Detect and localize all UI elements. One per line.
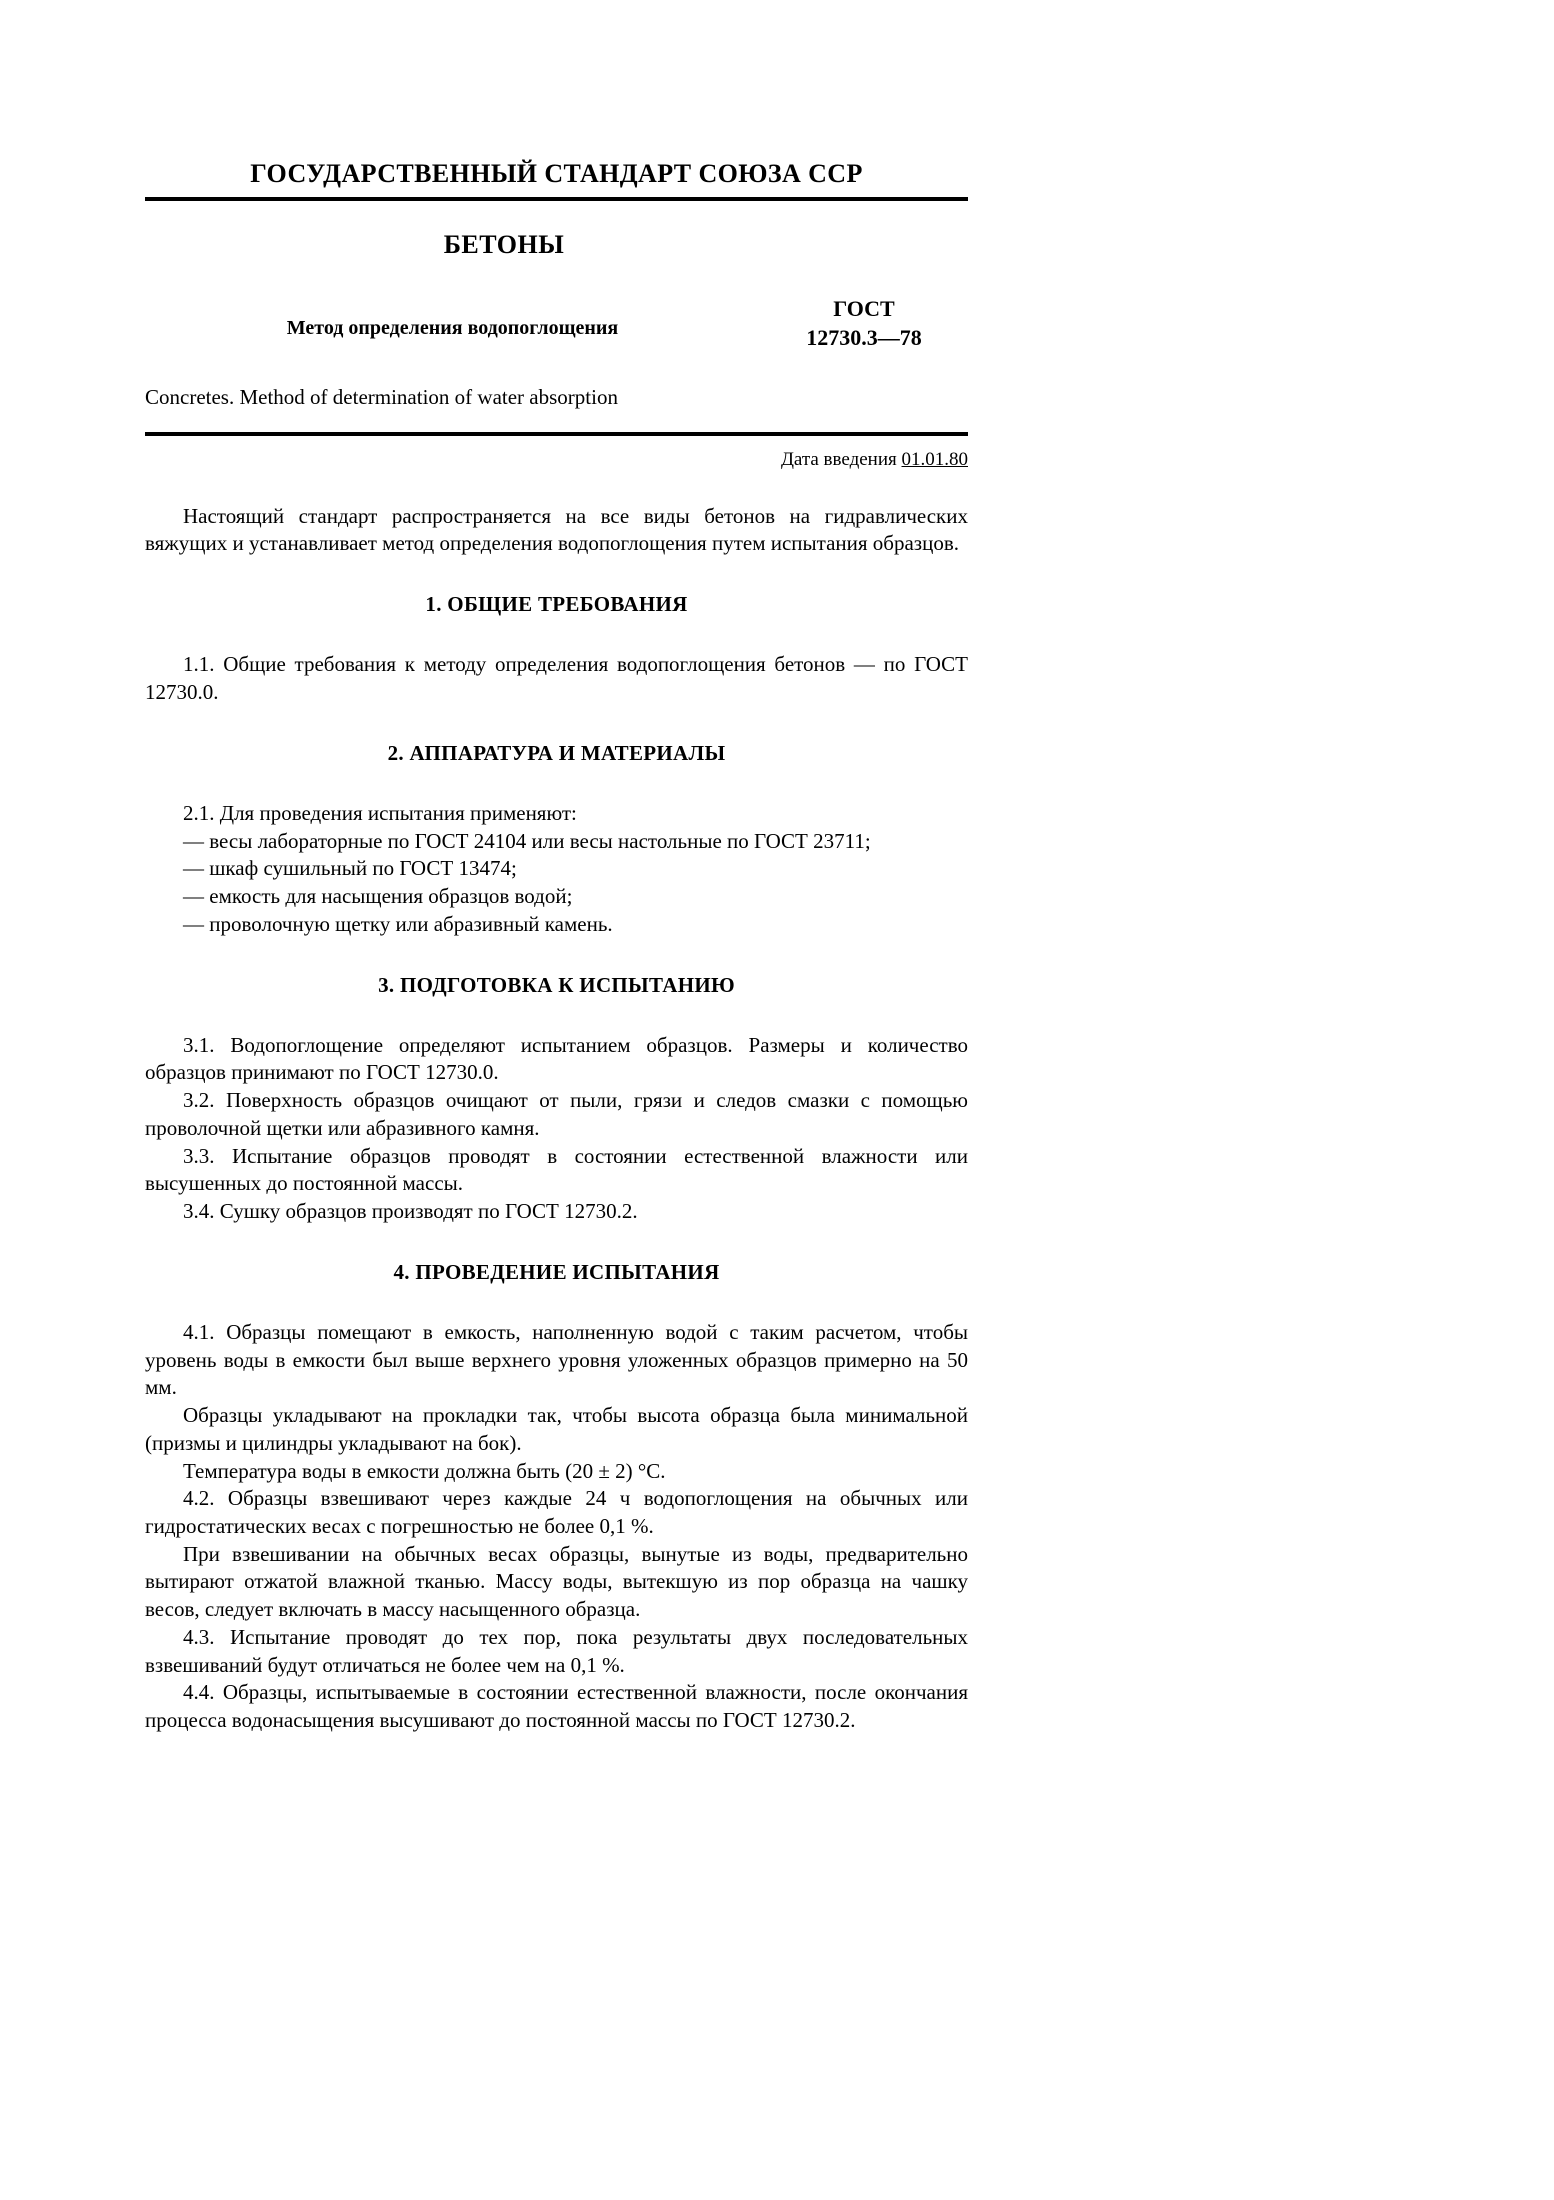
document-subtitle: Метод определения водопоглощения bbox=[286, 316, 619, 339]
document-english-title: Concretes. Method of determination of water absorption bbox=[145, 384, 618, 409]
paragraph-3-4: 3.4. Сушку образцов производят по ГОСТ 12730.2. bbox=[183, 1199, 638, 1224]
paragraph-4-3: 4.3. Испытание проводят до тех пор, пока результаты двух последовательных взвешиваний будут отличаться не более чем на 0,1 %. bbox=[145, 1624, 968, 1677]
paragraph-4-1: 4.1. Образцы помещают в емкость, наполненную водой с таким расчетом, чтобы уровень воды в емкости был выше верхнего уровня уложенных образцов примерно на 50 мм. bbox=[145, 1319, 968, 1400]
standard-code-number: 12730.3—78 bbox=[806, 325, 922, 351]
paragraph-1-1: 1.1. Общие требования к методу определения водопоглощения бетонов — по ГОСТ 12730.0. bbox=[145, 652, 968, 705]
paragraph-3-2: 3.2. Поверхность образцов очищают от пыли, грязи и следов смазки с помощью проволочной щетки или абразивного камня. bbox=[145, 1088, 968, 1140]
section-heading-4: 4. ПРОВЕДЕНИЕ ИСПЫТАНИЯ bbox=[393, 1259, 720, 1284]
title-block bbox=[145, 201, 968, 410]
list-item-apparatus-scales: — весы лабораторные по ГОСТ 24104 или весы настольные по ГОСТ 23711; bbox=[183, 828, 871, 853]
standard-code bbox=[760, 294, 968, 353]
subtitle-row bbox=[145, 294, 968, 356]
paragraph-4-2-wiping: При взвешивании на обычных весах образцы, вынутые из воды, предварительно вытирают отжатой влажной тканью. Массу воды, вытекшую из пор образца на чашку весов, следует включать в массу насыщенного образца. bbox=[145, 1541, 968, 1622]
introduction-date-value: 01.01.80 bbox=[901, 449, 968, 471]
standard-code-word: ГОСТ bbox=[833, 295, 895, 321]
paragraph-4-4: 4.4. Образцы, испытываемые в состоянии естественной влажности, после окончания процесса водонасыщения высушивают до постоянной массы по ГОСТ 12730.2. bbox=[145, 1680, 968, 1733]
intro-paragraph: Настоящий стандарт распространяется на все виды бетонов на гидравлических вяжущих и устанавливает метод определения водопоглощения путем испытания образцов. bbox=[145, 503, 968, 556]
paragraph-3-1: 3.1. Водопоглощение определяют испытанием образцов. Размеры и количество образцов принимают по ГОСТ 12730.0. bbox=[145, 1032, 968, 1085]
paragraph-3-3: 3.3. Испытание образцов проводят в состоянии естественной влажности или высушенных до постоянной массы. bbox=[145, 1143, 968, 1196]
content-column bbox=[145, 160, 968, 1735]
list-item-apparatus-drying-cabinet: — шкаф сушильный по ГОСТ 13474; bbox=[183, 856, 517, 881]
list-item-apparatus-container: — емкость для насыщения образцов водой; bbox=[183, 884, 573, 909]
document-name: БЕТОНЫ bbox=[443, 229, 565, 259]
section-heading-2: 2. АППАРАТУРА И МАТЕРИАЛЫ bbox=[387, 740, 726, 765]
paragraph-4-1-spacers: Образцы укладывают на прокладки так, чтобы высота образца была минимальной (призмы и цилиндры укладывают на бок). bbox=[145, 1403, 968, 1455]
header-rule-bottom bbox=[145, 432, 968, 436]
introduction-date bbox=[145, 448, 968, 473]
paragraph-4-1-temperature: Температура воды в емкости должна быть (20 ± 2) °С. bbox=[183, 1458, 666, 1483]
masthead-title: ГОСУДАРСТВЕННЫЙ СТАНДАРТ СОЮЗА ССР bbox=[250, 159, 863, 188]
paragraph-2-1: 2.1. Для проведения испытания применяют: bbox=[183, 800, 577, 825]
paragraph-4-2: 4.2. Образцы взвешивают через каждые 24 ч водопоглощения на обычных или гидростатических весах с погрешностью не более 0,1 %. bbox=[145, 1486, 968, 1538]
introduction-date-label: Дата введения bbox=[780, 449, 897, 471]
list-item-apparatus-brush: — проволочную щетку или абразивный камень. bbox=[183, 911, 613, 936]
section-heading-3: 3. ПОДГОТОВКА К ИСПЫТАНИЮ bbox=[378, 972, 735, 997]
section-heading-1: 1. ОБЩИЕ ТРЕБОВАНИЯ bbox=[425, 592, 688, 617]
